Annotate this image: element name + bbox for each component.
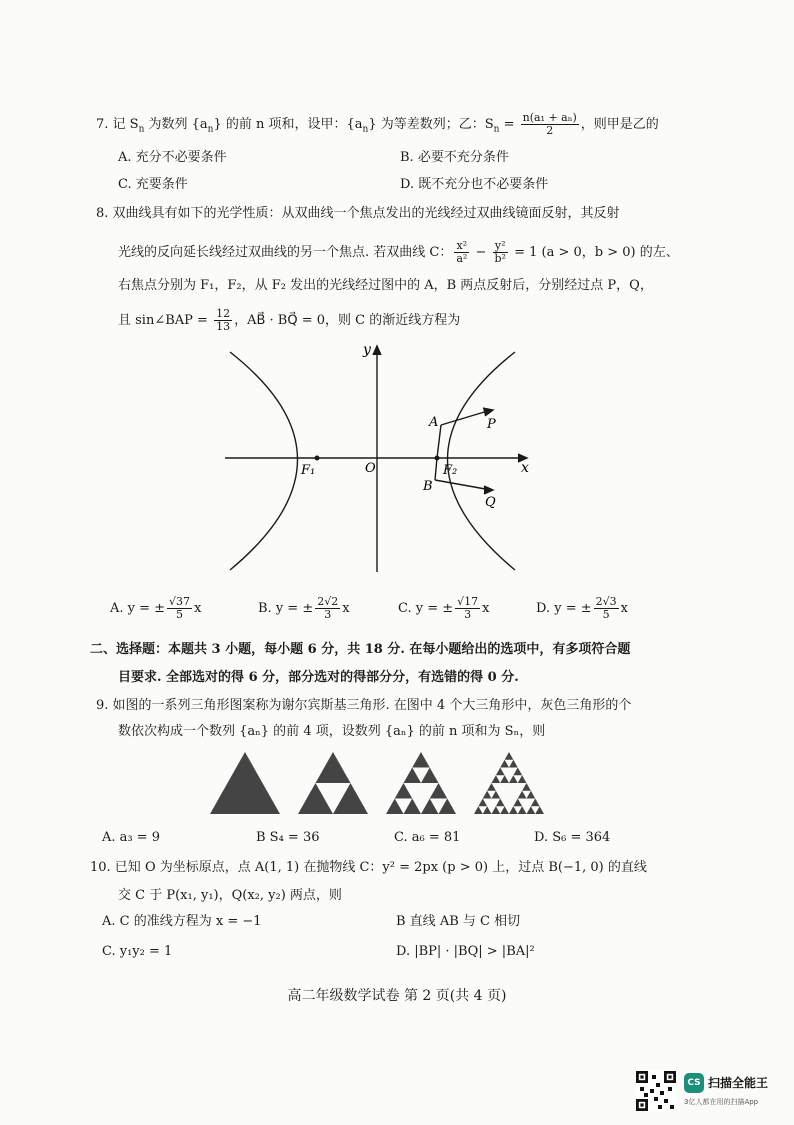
q8-option-b [258, 596, 350, 621]
q8-frac-num: x² [454, 240, 469, 253]
sierpinski-triangle [210, 752, 280, 814]
opt-frac [167, 596, 192, 621]
label-q: Q [485, 495, 496, 510]
f2-point [435, 456, 440, 461]
q8-text: = 1 (a > 0，b > 0) 的左、 [509, 245, 679, 260]
sierpinski-triangle [478, 799, 487, 807]
q7-stem-part: 为数列 {a [144, 117, 208, 132]
q7-fraction [521, 112, 579, 137]
q8-frac-den: b² [494, 252, 506, 265]
arrow-p [483, 408, 493, 416]
q8-option-c [398, 596, 490, 621]
opt-prefix: C. y = ± [398, 601, 454, 616]
q10-option-c: C. y₁y₂ = 1 [102, 944, 173, 959]
sierpinski-triangle [492, 775, 501, 783]
q7-stem-part: } 为等差数列；乙：S [368, 117, 494, 132]
opt-suffix: x [194, 601, 202, 616]
opt-den: 5 [602, 608, 610, 621]
opt-num: √37 [169, 595, 191, 608]
q8-frac-sin [214, 308, 232, 333]
section2-line-2: 目要求. 全部选对的得 6 分，部分选对的得部分分，有选错的得 0 分. [118, 670, 519, 685]
q7-stem-part: ，则甲是乙的 [580, 117, 659, 132]
q7-frac-num: n(a₁ + aₙ) [522, 111, 577, 124]
label-o: O [365, 461, 376, 476]
opt-suffix: x [482, 601, 490, 616]
q8-text: − [471, 245, 491, 260]
q7-option-c: C. 充要条件 [118, 177, 188, 192]
q8-frac-x [454, 240, 469, 265]
opt-num: 2√2 [317, 595, 339, 608]
sierpinski-triangle [439, 799, 457, 815]
q8-line-4 [118, 308, 460, 333]
camscanner-title: 扫描全能王 [708, 1076, 769, 1090]
q8-line-3: 右焦点分别为 F₁，F₂，从 F₂ 发出的光线经过图中的 A，B 两点反射后，分别经过点 P，Q， [118, 278, 653, 293]
opt-den: 3 [324, 608, 332, 621]
q8-frac-den: a² [456, 252, 468, 265]
q7-sub: n [362, 124, 369, 135]
label-y: y [363, 342, 371, 358]
q8-text: 且 sin∠BAP = [118, 313, 213, 328]
sierpinski-triangle [496, 799, 505, 807]
q10-option-a: A. C 的准线方程为 x = −1 [102, 914, 262, 929]
sierpinski-triangle [513, 768, 522, 776]
opt-frac [315, 596, 340, 621]
sierpinski-triangle [496, 768, 505, 776]
q9-option-a: A. a₃ = 9 [102, 830, 161, 845]
q9-option-b: B S₄ = 36 [256, 830, 320, 845]
q7-frac-den: 2 [546, 124, 554, 137]
sierpinski-triangle [518, 775, 527, 783]
q8-line-2 [118, 240, 679, 265]
sierpinski-triangle [509, 775, 518, 783]
q7-stem-part: 7. 记 S [96, 117, 139, 132]
ray-f2-b [435, 458, 437, 480]
ray-a-p [441, 410, 491, 425]
sierpinski-triangle [500, 760, 509, 768]
opt-suffix: x [620, 601, 628, 616]
f1-point [315, 456, 320, 461]
right-branch [448, 352, 516, 570]
q7-option-a: A. 充分不必要条件 [118, 150, 227, 165]
q8-frac-num: y² [493, 240, 508, 253]
q8-line-1: 8. 双曲线具有如下的光学性质：从双曲线一个焦点发出的光线经过双曲线镜面反射，其反射 [96, 206, 620, 221]
opt-num: 2√3 [595, 595, 617, 608]
q10-option-d: D. |BP| · |BQ| > |BA|² [396, 944, 535, 959]
sierpinski-triangle [298, 783, 333, 814]
left-branch [230, 352, 298, 570]
sierpinski-triangle [509, 806, 518, 814]
label-f2: F₂ [443, 463, 458, 478]
sierpinski-triangle [500, 806, 509, 814]
q10-option-b: B 直线 AB 与 C 相切 [396, 914, 521, 929]
hyperbola-figure [215, 340, 545, 580]
sierpinski-triangle [412, 752, 430, 768]
y-axis-arrow [373, 346, 381, 355]
opt-frac [455, 596, 480, 621]
q10-line-1: 10. 已知 O 为坐标原点，点 A(1, 1) 在抛物线 C：y² = 2px (p > 0) 上，过点 B(−1, 0) 的直线 [90, 860, 647, 875]
sierpinski-triangle [421, 799, 439, 815]
q8-text: 光线的反向延长线经过双曲线的另一个焦点. 若双曲线 C： [118, 245, 453, 260]
sierpinski-triangle [535, 806, 544, 814]
q7-sub: n [138, 124, 145, 135]
sierpinski-triangle [492, 806, 501, 814]
opt-prefix: D. y = ± [536, 601, 592, 616]
label-a: A [429, 415, 439, 430]
sierpinski-figure [210, 750, 570, 820]
q7-stem-part: = [499, 117, 519, 132]
label-b: B [423, 479, 433, 494]
sierpinski-triangle [522, 783, 531, 791]
sierpinski-triangle [509, 760, 518, 768]
q8-text: ，AB⃗ · BQ⃗ = 0，则 C 的渐近线方程为 [234, 313, 461, 328]
opt-prefix: B. y = ± [258, 601, 314, 616]
q8-option-a [110, 596, 201, 621]
opt-den: 3 [464, 608, 472, 621]
sierpinski-triangle [483, 806, 492, 814]
sierpinski-triangle [421, 768, 439, 784]
q7-stem-part: } 的前 n 项和，设甲：{a [213, 117, 363, 132]
sierpinski-triangle [483, 791, 492, 799]
qr-code-icon [636, 1071, 676, 1111]
label-x: x [521, 460, 529, 476]
q7-sub: n [493, 124, 500, 135]
q7-option-b: B. 必要不充分条件 [400, 150, 509, 165]
q8-frac-den: 13 [216, 320, 231, 333]
sierpinski-group [210, 752, 544, 814]
q8-option-d [536, 596, 628, 621]
camscanner-logo: CS [684, 1073, 704, 1093]
q8-frac-num: 12 [216, 307, 231, 320]
opt-suffix: x [342, 601, 350, 616]
label-f1: F₁ [301, 463, 316, 478]
sierpinski-triangle [404, 799, 422, 815]
sierpinski-triangle [487, 783, 496, 791]
q8-frac-y [493, 240, 508, 265]
q9-option-c: C. a₆ = 81 [394, 830, 461, 845]
sierpinski-triangle [386, 799, 404, 815]
scanner-watermark [636, 1071, 786, 1115]
sierpinski-triangle [527, 806, 536, 814]
sierpinski-triangle [518, 791, 527, 799]
sierpinski-triangle [531, 799, 540, 807]
sierpinski-triangle [316, 752, 351, 783]
opt-prefix: A. y = ± [110, 601, 166, 616]
q7-sub: n [207, 124, 214, 135]
ray-b-q [435, 480, 491, 490]
sierpinski-triangle [404, 768, 422, 784]
opt-num: √17 [457, 595, 479, 608]
sierpinski-triangle [500, 775, 509, 783]
camscanner-subtitle: 3亿人都在用的扫描App [684, 1098, 759, 1106]
page-footer: 高二年级数学试卷 第 2 页(共 4 页) [287, 988, 507, 1004]
q7-stem [96, 112, 659, 140]
sierpinski-triangle [505, 752, 514, 760]
label-p: P [487, 417, 496, 432]
section2-line-1: 二、选择题：本题共 3 小题，每小题 6 分，共 18 分. 在每小题给出的选项中，有多项符合题 [90, 642, 631, 657]
sierpinski-triangle [492, 791, 501, 799]
opt-den: 5 [176, 608, 184, 621]
sierpinski-triangle [513, 799, 522, 807]
arrow-q [484, 486, 493, 494]
sierpinski-triangle [518, 806, 527, 814]
q9-line-1: 9. 如图的一系列三角形图案称为谢尔宾斯基三角形. 在图中 4 个大三角形中，灰色三角形的个 [96, 698, 632, 713]
sierpinski-triangle [333, 783, 368, 814]
sierpinski-triangle [527, 791, 536, 799]
q9-line-2: 数依次构成一个数列 {aₙ} 的前 4 项，设数列 {aₙ} 的前 n 项和为 Sₙ，则 [118, 724, 546, 739]
sierpinski-triangle [395, 783, 413, 799]
sierpinski-triangle [474, 806, 483, 814]
q9-option-d: D. S₆ = 364 [534, 830, 611, 845]
opt-frac [594, 596, 619, 621]
q10-line-2: 交 C 于 P(x₁, y₁)，Q(x₂, y₂) 两点，则 [118, 888, 342, 903]
q7-option-d: D. 既不充分也不必要条件 [400, 177, 549, 192]
sierpinski-triangle [430, 783, 448, 799]
